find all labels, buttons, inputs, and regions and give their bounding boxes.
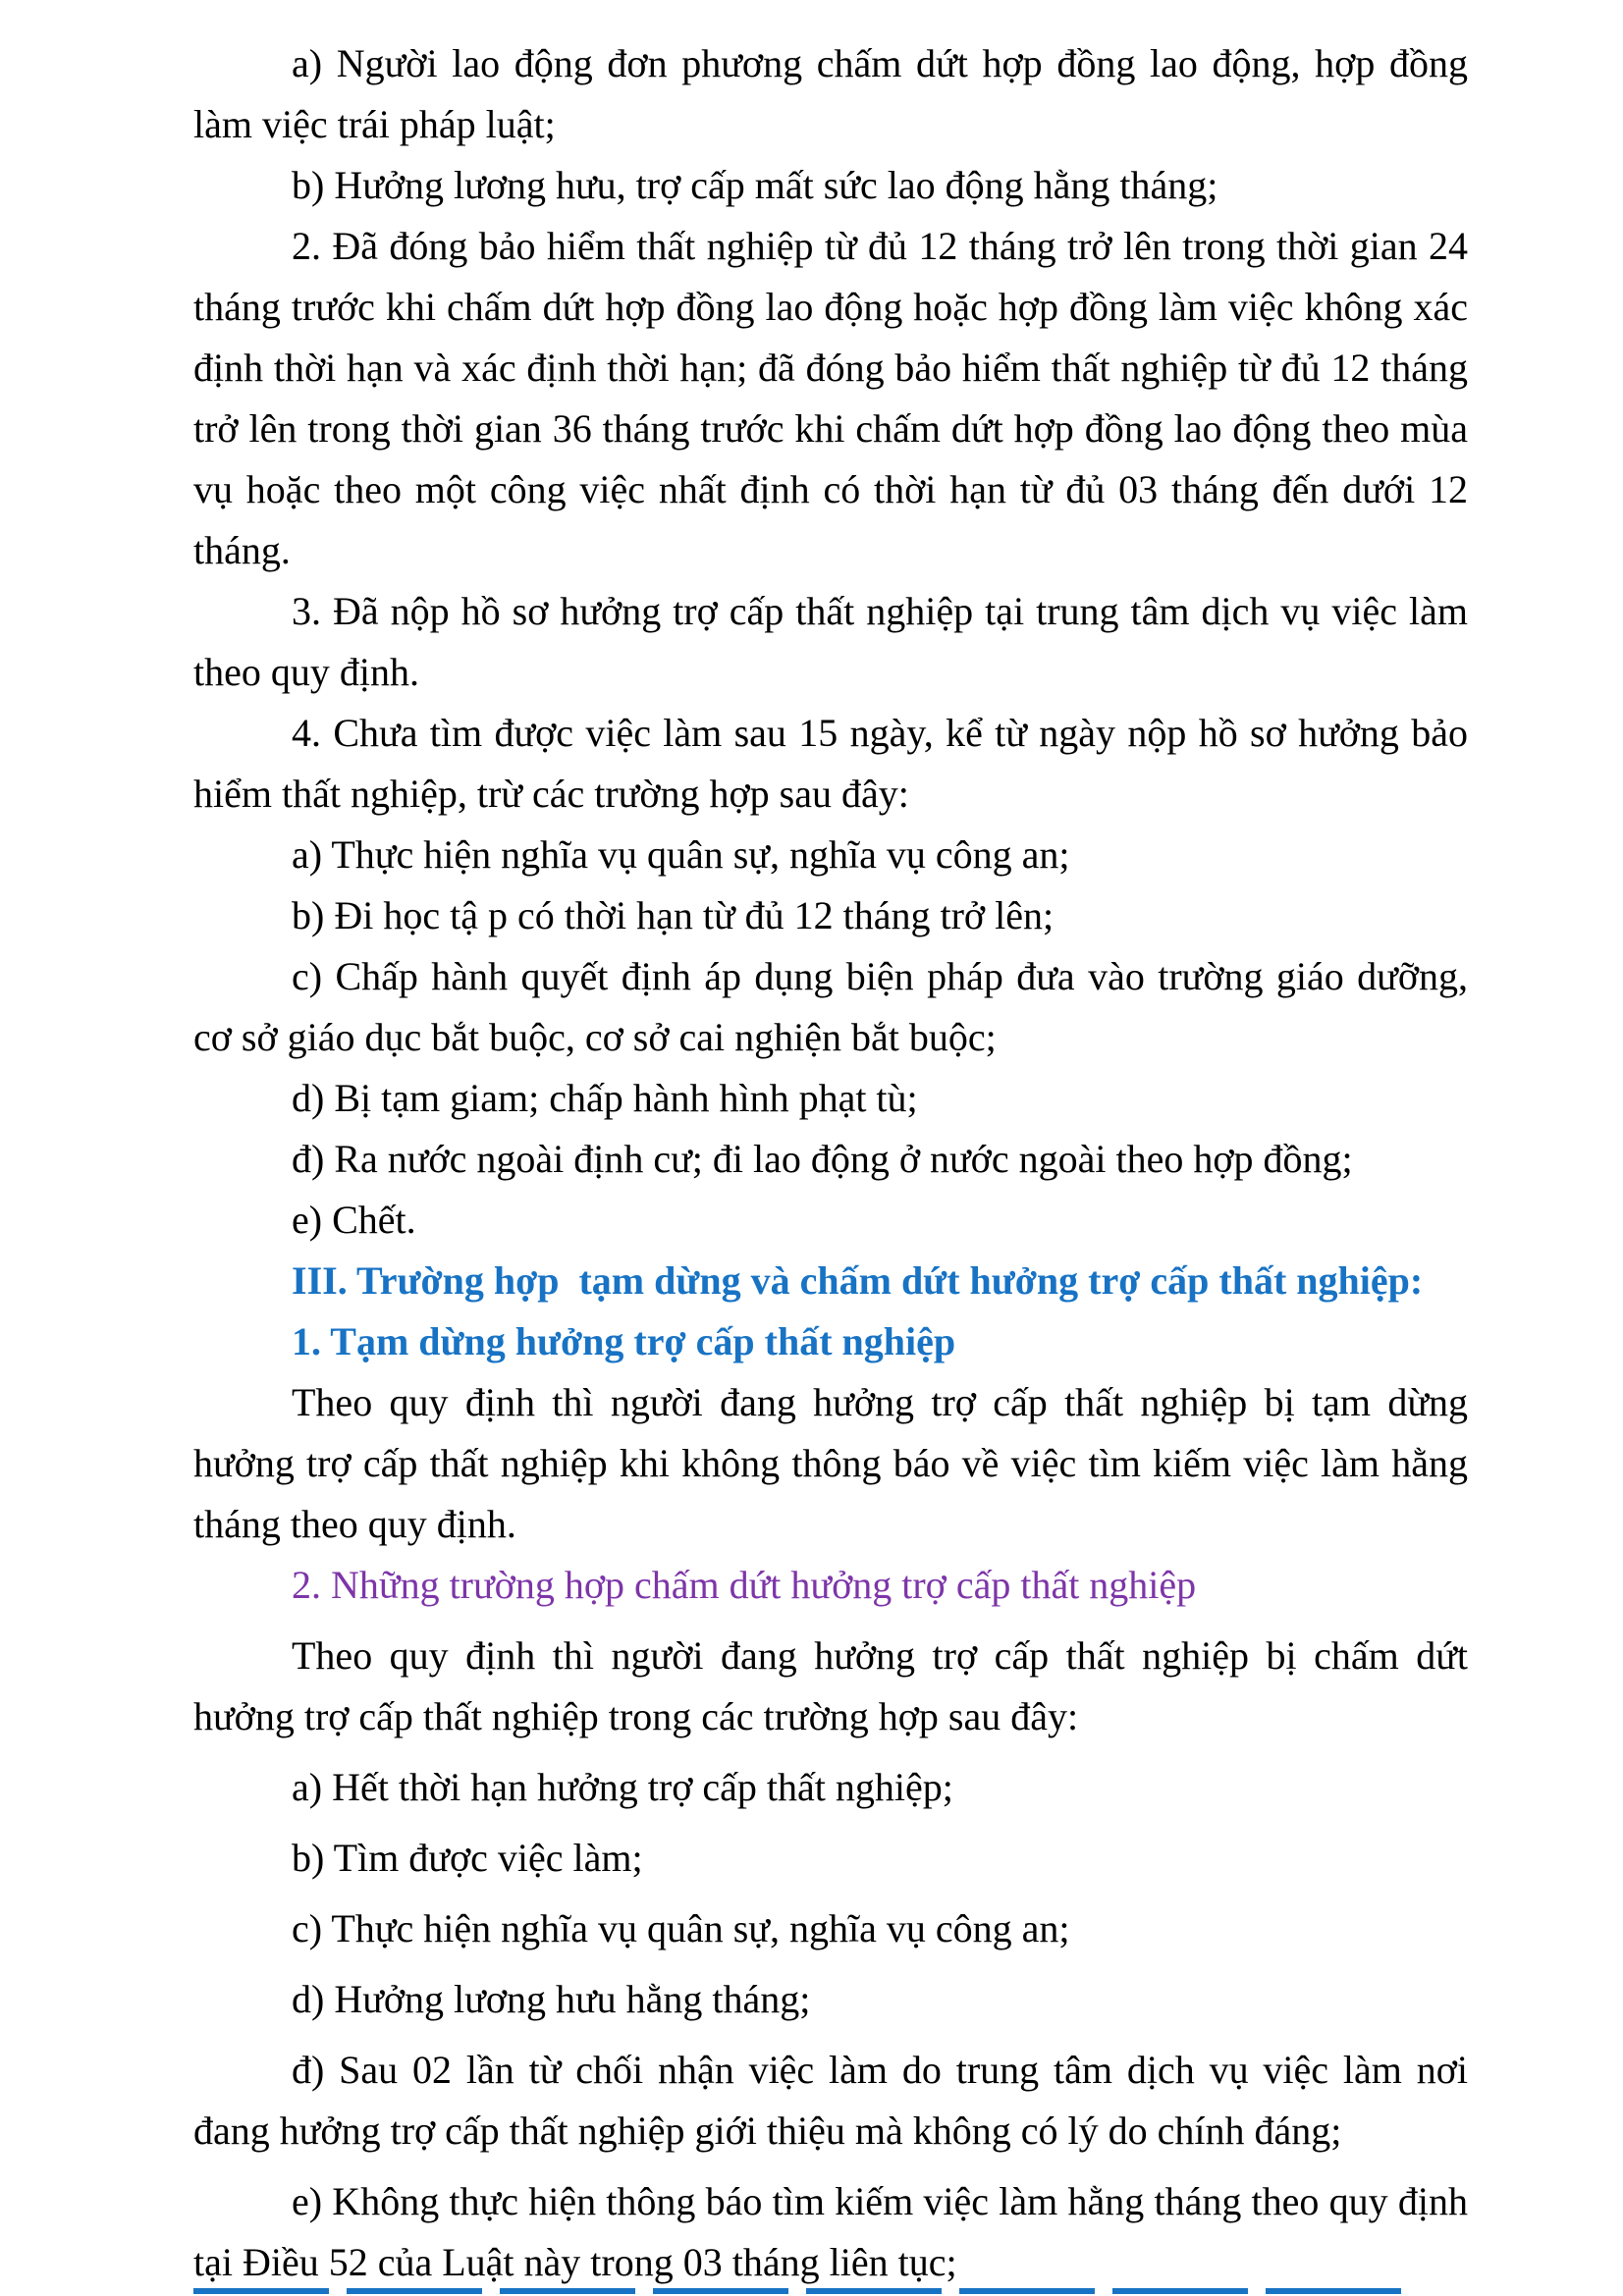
doc-paragraph: a) Thực hiện nghĩa vụ quân sự, nghĩa vụ công an; bbox=[292, 832, 1070, 877]
doc-paragraph: Theo quy định thì người đang hưởng trợ cấp thất nghiệp bị tạm dừng hưởng trợ cấp thất nghiệp khi không thông báo về việc tìm kiếm việc làm hằng tháng theo quy định. bbox=[193, 1380, 1468, 1546]
section-heading-iii: III. Trường hợp tạm dừng và chấm dứt hưởng trợ cấp thất nghiệp: bbox=[292, 1258, 1424, 1303]
doc-paragraph: đ) Ra nước ngoài định cư; đi lao động ở nước ngoài theo hợp đồng; bbox=[292, 1137, 1353, 1181]
doc-paragraph: c) Thực hiện nghĩa vụ quân sự, nghĩa vụ công an; bbox=[292, 1906, 1070, 1950]
doc-paragraph: 3. Đã nộp hồ sơ hưởng trợ cấp thất nghiệp tại trung tâm dịch vụ việc làm theo quy định. bbox=[193, 589, 1468, 694]
doc-paragraph: 4. Chưa tìm được việc làm sau 15 ngày, kể từ ngày nộp hồ sơ hưởng bảo hiểm thất nghiệp, trừ các trường hợp sau đây: bbox=[193, 711, 1468, 816]
doc-paragraph: a) Hết thời hạn hưởng trợ cấp thất nghiệp; bbox=[292, 1765, 953, 1809]
doc-paragraph: b) Đi học tậ p có thời hạn từ đủ 12 tháng trở lên; bbox=[292, 893, 1055, 937]
doc-paragraph: b) Tìm được việc làm; bbox=[292, 1836, 643, 1880]
doc-paragraph: e) Chết. bbox=[292, 1198, 416, 1242]
doc-paragraph: Theo quy định thì người đang hưởng trợ cấp thất nghiệp bị chấm dứt hưởng trợ cấp thất nghiệp trong các trường hợp sau đây: bbox=[193, 1633, 1468, 1738]
document-text-block bbox=[193, 33, 1468, 2293]
doc-paragraph: a) Người lao động đơn phương chấm dứt hợp đồng lao động, hợp đồng làm việc trái pháp luật; bbox=[193, 41, 1468, 146]
clipped-text-strip bbox=[193, 2288, 1411, 2294]
doc-paragraph: b) Hưởng lương hưu, trợ cấp mất sức lao động hằng tháng; bbox=[292, 163, 1218, 207]
doc-paragraph: e) Không thực hiện thông báo tìm kiếm việc làm hằng tháng theo quy định tại Điều 52 của Luật này trong 03 tháng liên tục; bbox=[193, 2179, 1468, 2284]
doc-paragraph: d) Hưởng lương hưu hằng tháng; bbox=[292, 1977, 811, 2021]
doc-paragraph: 2. Đã đóng bảo hiểm thất nghiệp từ đủ 12 tháng trở lên trong thời gian 24 tháng trước khi chấm dứt hợp đồng lao động hoặc hợp đồng làm việc không xác định thời hạn và xác định thời hạn; đã đóng bảo hiểm thất nghiệp từ đủ 12 tháng trở lên trong thời gian 36 tháng trước khi chấm dứt hợp đồng lao động theo mùa vụ hoặc theo một công việc nhất định có thời hạn từ đủ 03 tháng đến dưới 12 tháng. bbox=[193, 224, 1468, 572]
doc-paragraph: c) Chấp hành quyết định áp dụng biện pháp đưa vào trường giáo dưỡng, cơ sở giáo dục bắt buộc, cơ sở cai nghiện bắt buộc; bbox=[193, 954, 1468, 1059]
subheading-2-cham-dut: 2. Những trường hợp chấm dứt hưởng trợ cấp thất nghiệp bbox=[292, 1563, 1197, 1607]
doc-paragraph: d) Bị tạm giam; chấp hành hình phạt tù; bbox=[292, 1076, 918, 1120]
doc-paragraph: đ) Sau 02 lần từ chối nhận việc làm do trung tâm dịch vụ việc làm nơi đang hưởng trợ cấp thất nghiệp giới thiệu mà không có lý do chính đáng; bbox=[193, 2048, 1468, 2153]
subheading-1-tam-dung: 1. Tạm dừng hưởng trợ cấp thất nghiệp bbox=[292, 1319, 956, 1363]
